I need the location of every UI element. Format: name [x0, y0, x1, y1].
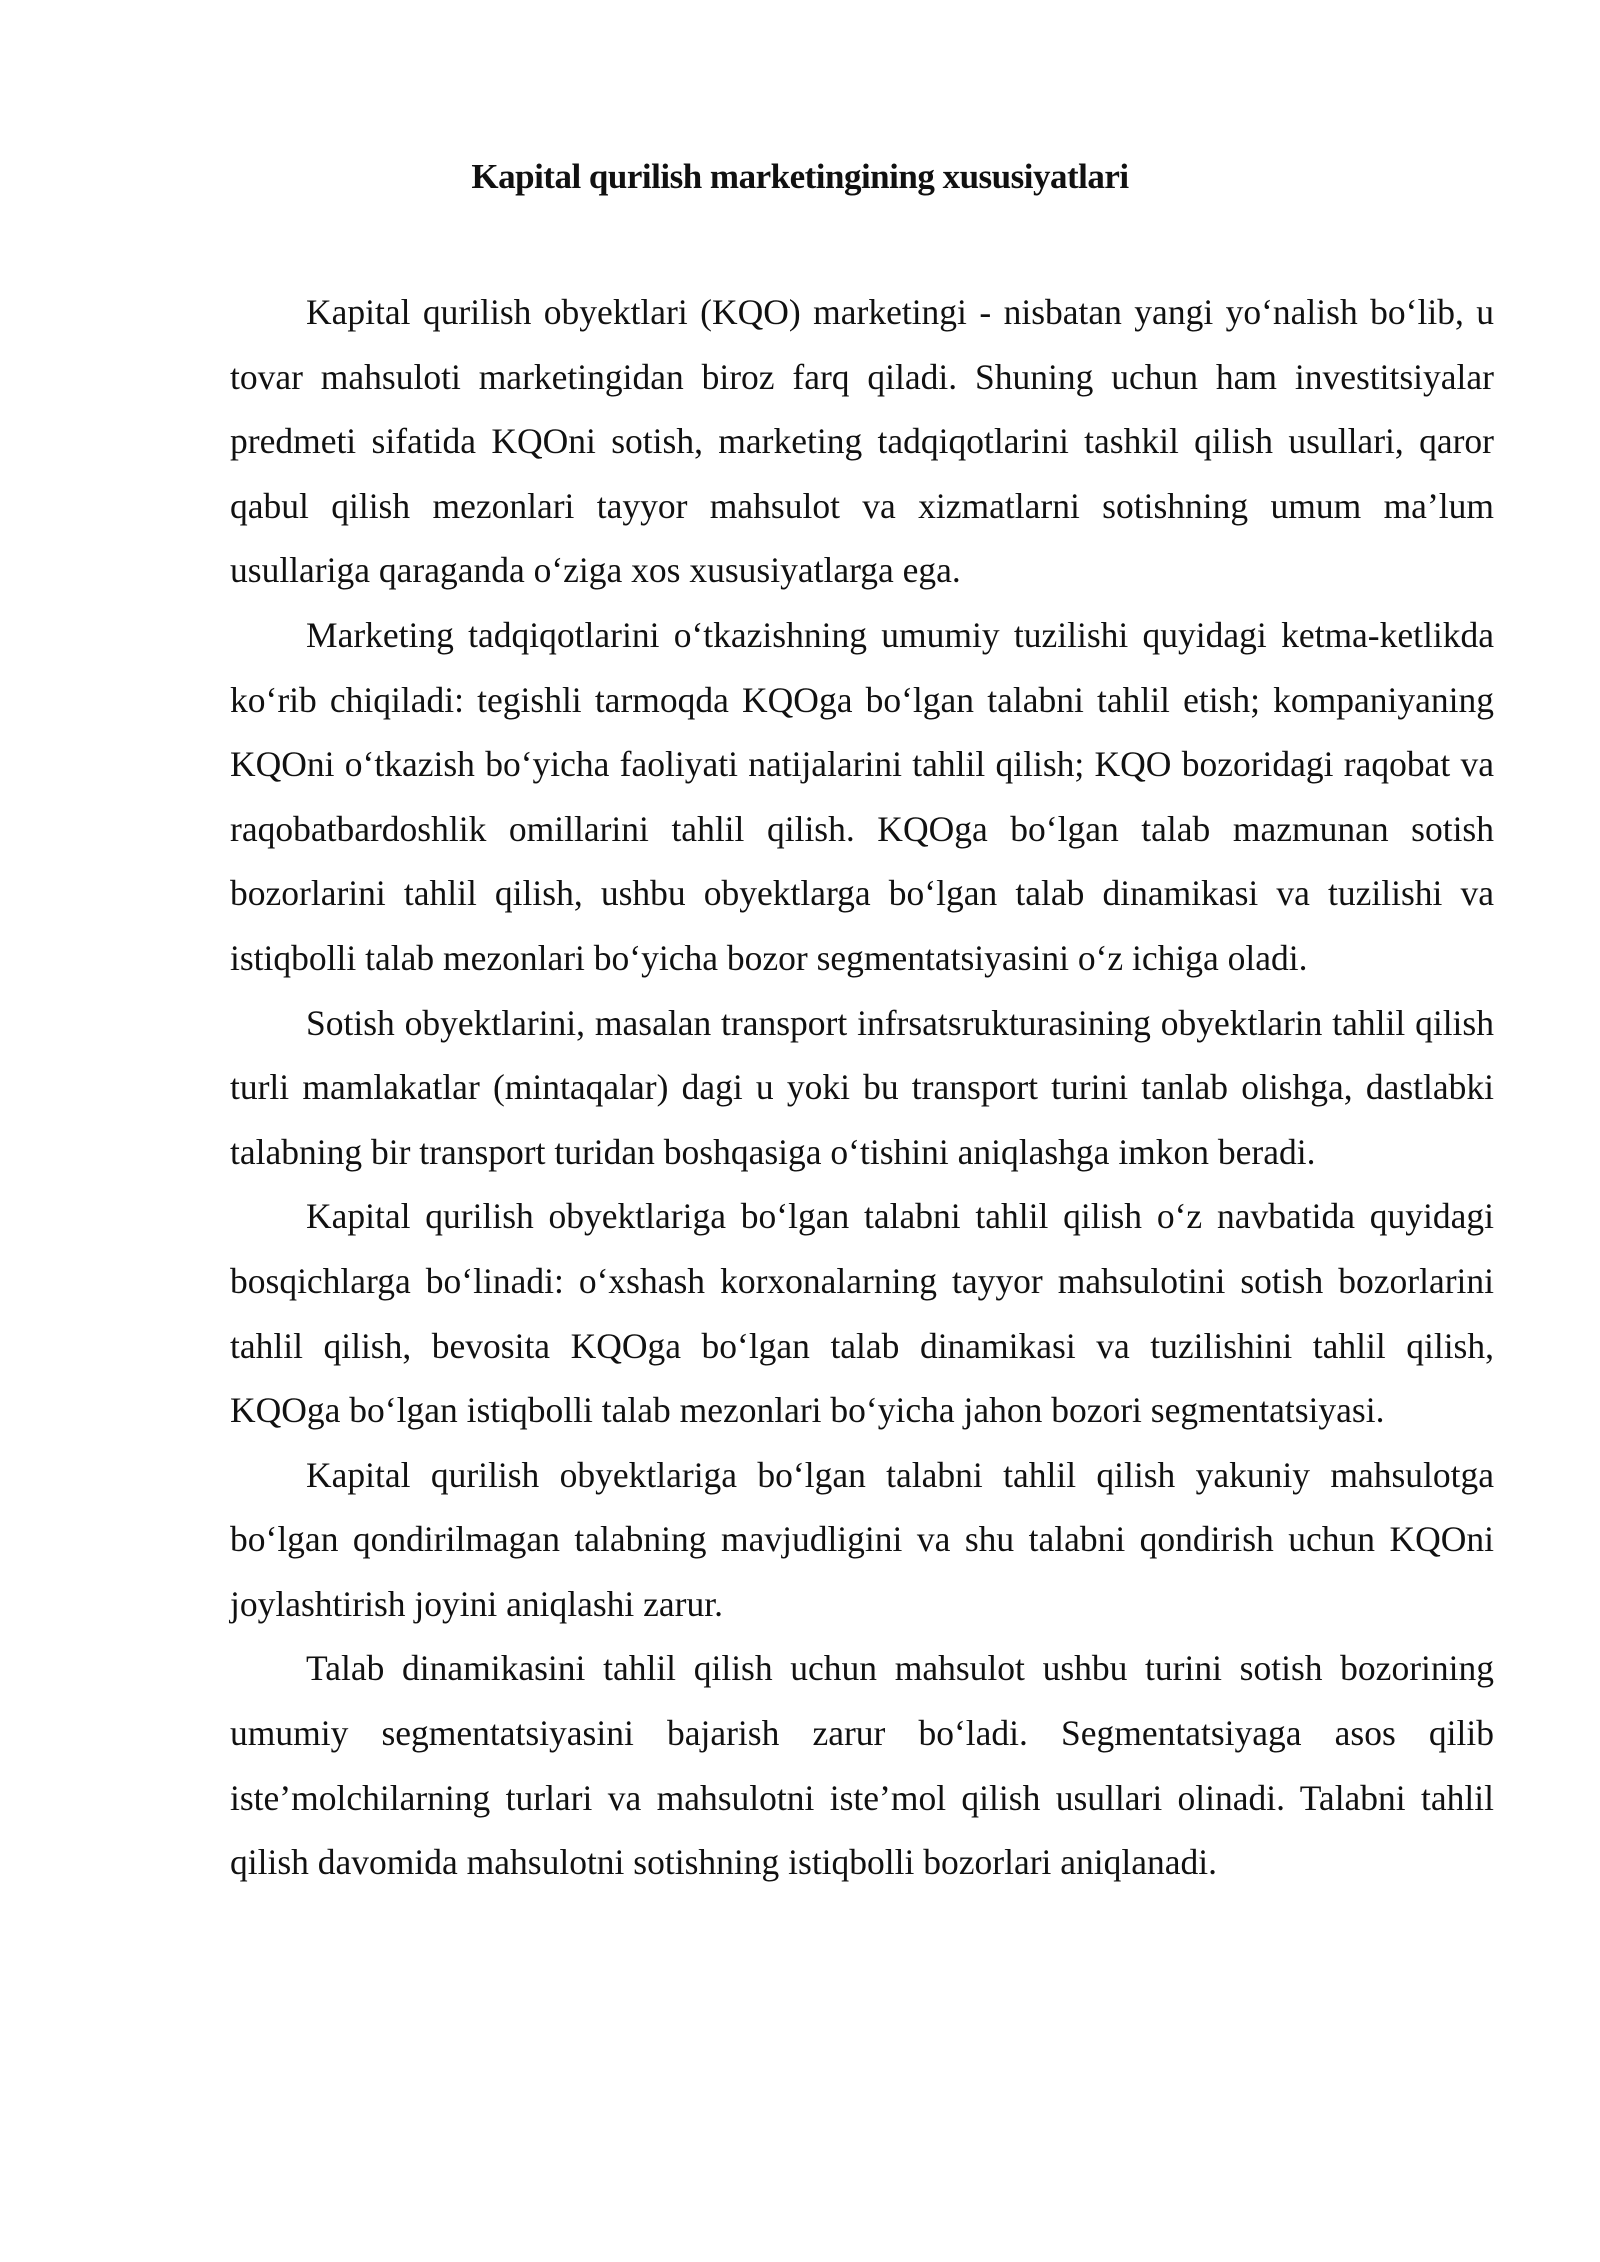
paragraph: Kapital qurilish obyektlari (KQO) marketingi - nisbatan yangi yo‘nalish bo‘lib, u tovar mahsuloti marketingidan biroz farq qiladi. Shuning uchun ham investitsiyalar predmeti sifatida KQOni sotish, marketing tadqiqotlarini tashkil qilish usullari, qaror qabul qilish mezonlari tayyor mahsulot va xizmatlarni sotishning umum ma’lum usullariga qaraganda o‘ziga xos xususiyatlarga ega.: [230, 292, 1494, 591]
document-title: Kapital qurilish marketingining xususiyatlari: [471, 157, 1129, 196]
paragraph: Kapital qurilish obyektlariga bo‘lgan talabni tahlil qilish o‘z navbatida quyidagi bosqichlarga bo‘linadi: o‘xshash korxonalarning tayyor mahsulotini sotish bozorlarini tahlil qilish, bevosita KQOga bo‘lgan talab dinamikasi va tuzilishini tahlil qilish, KQOga bo‘lgan istiqbolli talab mezonlari bo‘yicha jahon bozori segmentatsiyasi.: [230, 1196, 1494, 1431]
document-body: [230, 280, 1494, 1895]
paragraph: Talab dinamikasini tahlil qilish uchun mahsulot ushbu turini sotish bozorining umumiy segmentatsiyasini bajarish zarur bo‘ladi. Segmentatsiyaga asos qilib iste’molchilarning turlari va mahsulotni iste’mol qilish usullari olinadi. Talabni tahlil qilish davomida mahsulotni sotishning istiqbolli bozorlari aniqlanadi.: [230, 1648, 1494, 1883]
paragraph: Sotish obyektlarini, masalan transport infrsatsrukturasining obyektlarin tahlil qilish turli mamlakatlar (mintaqalar) dagi u yoki bu transport turini tanlab olishga, dastlabki talabning bir transport turidan boshqasiga o‘tishini aniqlashga imkon beradi.: [230, 1002, 1494, 1172]
paragraph: Kapital qurilish obyektlariga bo‘lgan talabni tahlil qilish yakuniy mahsulotga bo‘lgan qondirilmagan talabning mavjudligini va shu talabni qondirish uchun KQOni joylashtirish joyini aniqlashi zarur.: [230, 1454, 1494, 1624]
paragraph: Marketing tadqiqotlarini o‘tkazishning umumiy tuzilishi quyidagi ketma-ketlikda ko‘rib chiqiladi: tegishli tarmoqda KQOga bo‘lgan talabni tahlil etish; kompaniyaning KQOni o‘tkazish bo‘yicha faoliyati natijalarini tahlil qilish; KQO bozoridagi raqobat va raqobatbardoshlik omillarini tahlil qilish. KQOga bo‘lgan talab mazmunan sotish bozorlarini tahlil qilish, ushbu obyektlarga bo‘lgan talab dinamikasi va tuzilishi va istiqbolli talab mezonlari bo‘yicha bozor segmentatsiyasini o‘z ichiga oladi.: [230, 614, 1494, 978]
